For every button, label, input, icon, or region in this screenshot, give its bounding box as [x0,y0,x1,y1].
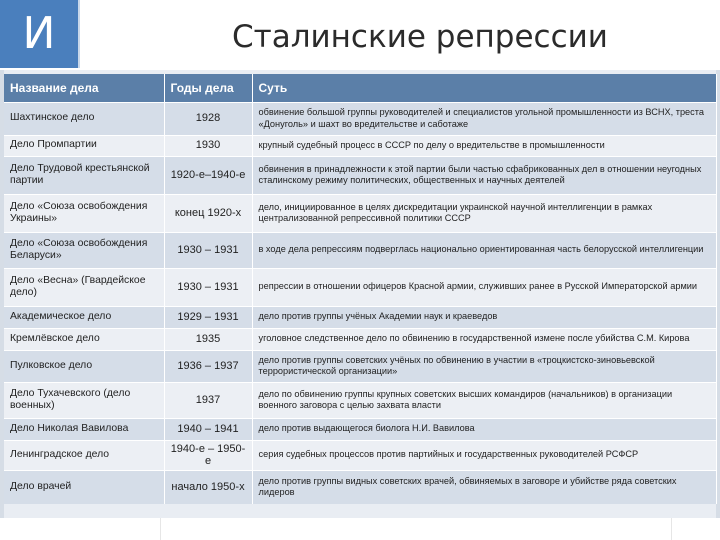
table-row [4,440,716,470]
table-row [4,156,716,194]
table-row [4,470,716,504]
case-years: 1928 [164,102,252,135]
case-years: 1940 – 1941 [164,418,252,440]
case-name: Дело Промпартии [4,135,164,156]
case-years: 1920-е–1940-е [164,156,252,194]
case-years: 1937 [164,382,252,418]
case-years: начало 1950-х [164,470,252,504]
case-name: Дело «Союза освобождения Беларуси» [4,232,164,268]
table-row [4,232,716,268]
header-years: Годы дела [164,74,252,102]
case-name: Академическое дело [4,306,164,328]
case-years: 1929 – 1931 [164,306,252,328]
case-essence: дело против группы советских учёных по обвинению в участии в «троцкистско-зиновьевской террористической организации» [252,350,716,382]
case-essence: дело, инициированное в целях дискредитации украинской научной интеллигенции в рамках централизованной репрессивной политики СССР [252,194,716,232]
case-essence: в ходе дела репрессиям подверглась национально ориентированная часть белорусской интеллигенции [252,232,716,268]
case-name: Дело Трудовой крестьянской партии [4,156,164,194]
case-years: 1935 [164,328,252,350]
case-years: 1930 – 1931 [164,232,252,268]
case-name: Кремлёвское дело [4,328,164,350]
case-years: 1940-е – 1950-е [164,440,252,470]
table-row [4,418,716,440]
case-name: Дело врачей [4,470,164,504]
section-badge: И [0,0,78,68]
case-name: Дело «Весна» (Гвардейское дело) [4,268,164,306]
case-essence: дело против выдающегося биолога Н.И. Вавилова [252,418,716,440]
header-essence: Суть [252,74,716,102]
case-essence: дело по обвинению группы крупных советских высших командиров (начальников) в организации военного заговора с целью захвата власти [252,382,716,418]
case-name: Ленинградское дело [4,440,164,470]
case-essence: дело против группы видных советских врачей, обвиняемых в заговоре и убийстве ряда советских лидеров [252,470,716,504]
case-name: Дело Николая Вавилова [4,418,164,440]
case-name: Дело Тухачевского (дело военных) [4,382,164,418]
case-essence: обвинения в принадлежности к этой партии были частью сфабрикованных дел в отношении неугодных сталинскому режиму политических, общественных и научных деятелей [252,156,716,194]
table-row [4,268,716,306]
case-essence: дело против группы учёных Академии наук и краеведов [252,306,716,328]
table-row [4,102,716,135]
case-years: 1930 – 1931 [164,268,252,306]
case-name: Пулковское дело [4,350,164,382]
repressions-table [4,74,717,504]
case-name: Дело «Союза освобождения Украины» [4,194,164,232]
bottom-bar [160,518,672,540]
case-years: конец 1920-х [164,194,252,232]
table-header-row [4,74,716,102]
table-row [4,328,716,350]
table-row [4,194,716,232]
table-row [4,382,716,418]
table-frame-right [716,70,720,518]
case-essence: крупный судебный процесс в СССР по делу о вредительстве в промышленности [252,135,716,156]
case-essence: уголовное следственное дело по обвинению в государственной измене после убийства С.М. Кирова [252,328,716,350]
header-case-name: Название дела [4,74,164,102]
table-row [4,350,716,382]
case-essence: серия судебных процессов против партийных и государственных руководителей РСФСР [252,440,716,470]
case-years: 1936 – 1937 [164,350,252,382]
case-essence: обвинение большой группы руководителей и специалистов угольной промышленности из ВСНХ, треста «Донуголь» и шахт во вредительстве и саботаже [252,102,716,135]
case-essence: репрессии в отношении офицеров Красной армии, служивших ранее в Русской Императорской армии [252,268,716,306]
case-name: Шахтинское дело [4,102,164,135]
table-row [4,306,716,328]
case-years: 1930 [164,135,252,156]
table-row [4,135,716,156]
page-title: Сталинские репрессии [232,19,608,55]
